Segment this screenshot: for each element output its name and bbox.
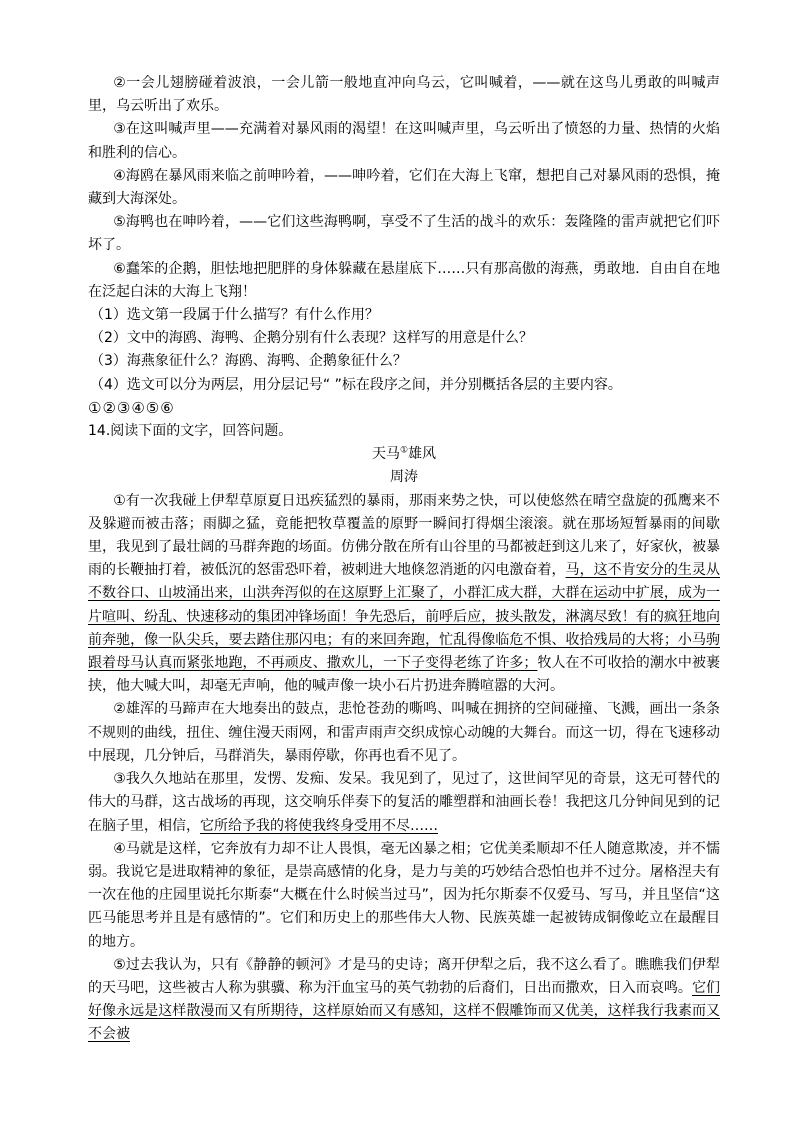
title-rest: 雄风 <box>408 446 437 463</box>
question-3: （3）海燕象征什么？海鸥、海鸭、企鹅象征什么？ <box>90 353 407 370</box>
p5-underlined: 它们好像永远是这样散漫而又有所期待，这样原始而又有感知，这样不假雕饰而又优美，这样我行我素而又不会被 <box>88 979 720 1043</box>
paragraph-6: ⑥蠢笨的企鹅，胆怯地把肥胖的身体躲藏在悬崖底下……只有那高傲的海燕，勇敢地．自由自在地在泛起白沫的大海上飞翔！ <box>88 260 720 300</box>
article-paragraph-1 <box>88 490 720 699</box>
p3-underlined: 它所给予我的将使我终身受用不尽…… <box>200 817 438 834</box>
p1-text-a: ①有一次我碰上伊犁草原夏日迅疾猛烈的暴雨，那雨来势之快，可以使悠然在晴空盘旋的孤鹰来不及躲避而被击落；雨脚之猛，竟能把牧草覆盖的原野一瞬间打得烟尘滚滚。就在那场短暂暴雨的间歇里，我见到了最壮阔的马群奔跑的场面。仿佛分散在所有山谷里的马都被赶到这儿来了，好家伙，被暴雨的长鞭抽打着，被低沉的怒雷恐吓着，被刺进大地倏忽消逝的闪电激奋着， <box>88 492 720 579</box>
question-4: （4）选文可以分为两层，用分层记号“ ”标在段序之间，并分别概括各层的主要内容。 <box>90 376 622 393</box>
paragraph-3: ③在这叫喊声里——充满着对暴风雨的渴望！在这叫喊声里，乌云听出了愤怒的力量、热情的火焰和胜利的信心。 <box>88 121 720 161</box>
paragraph-4: ④海鸥在暴风雨来临之前呻吟着，——呻吟着，它们在大海上飞窜，想把自己对暴风雨的恐惧，掩藏到大海深处。 <box>88 167 720 208</box>
article-paragraph-5 <box>88 954 720 1047</box>
article-paragraph-2: ②雄浑的马蹄声在大地奏出的鼓点，悲怆苍劲的嘶鸣、叫喊在拥挤的空间碰撞、飞溅，画出一条条不规则的曲线，扭住、缠住漫天雨网，和雷声雨声交织成惊心动魄的大舞台。而这一切，得在飞速移动中展现，几分钟后，马群消失，暴雨停歇，你再也看不见了。 <box>88 701 720 764</box>
title-main: 天马 <box>371 446 400 463</box>
p5-text-a: ⑤过去我认为，只有《静静的顿河》才是马的史诗；离开伊犁之后，我不这么看了。瞧瞧我们伊犁的天马吧，这些被古人称为骐骥、称为汗血宝马的英气勃勃的后裔们，日出而撒欢，日入而哀鸣。 <box>88 956 720 996</box>
question-1: （1）选文第一段属于什么描写？有什么作用？ <box>90 307 379 324</box>
p1-underlined: 马，这不肯安分的生灵从不数谷口、山坡涌出来，山洪奔泻似的在这原野上汇聚了，小群汇成大群，大群在运动中扩展，成为一片喧叫、纷乱、快速移动的集团冲锋场面！争先恐后，前呼后应，披头散发，淋漓尽致！有的疯狂地向前奔驰，像一队尖兵，要去踏住那闪电；有的来回奔跑，忙乱得像临危不惧、收拾残局的大将；小马驹跟着母马认真而紧张地跑，不再顽皮、撒欢儿，一下子变得老练了许多； <box>88 562 721 672</box>
paragraph-5: ⑤海鸭也在呻吟着，——它们这些海鸭啊，享受不了生活的战斗的欢乐：轰隆隆的雷声就把它们吓坏了。 <box>88 214 720 254</box>
paragraph-2: ②一会儿翅膀碰着波浪，一会儿箭一般地直冲向乌云，它叫喊着，——就在这鸟儿勇敢的叫喊声里，乌云听出了欢乐。 <box>88 75 720 115</box>
title-footnote-mark: ① <box>399 445 409 456</box>
p1-text-b: 牧人在不可收拾的潮水中被裹挟，他大喊大叫，却毫无声响，他的喊声像一块小石片扔进奔腾喧嚣的大河。 <box>88 655 721 695</box>
question-14-heading: 14.阅读下面的文字，回答问题。 <box>88 423 293 440</box>
segment-marks: ①②③④⑤⑥ <box>88 398 175 417</box>
article-author: 周涛 <box>390 469 418 486</box>
article-title <box>88 443 720 466</box>
article-paragraph-3 <box>88 768 720 838</box>
question-2: （2）文中的海鸥、海鸭、企鹅分别有什么表现？这样写的用意是什么？ <box>90 330 533 347</box>
article-paragraph-4: ④马就是这样，它奔放有力却不让人畏惧，毫无凶暴之相；它优美柔顺却不任人随意欺凌，并不懦弱。我说它是进取精神的象征，是崇高感情的化身，是力与美的巧妙结合恐怕也并不过分。屠格涅夫有一次在他的庄园里说托尔斯泰“大概在什么时候当过马”，因为托尔斯泰不仅爱马、写马，并且坚信“这匹马能思考并且是有感情的”。它们和历史上的那些伟大人物、民族英雄一起被铸成铜像屹立在最醒目的地方。 <box>88 840 720 950</box>
p3-text-a: ③我久久地站在那里，发愣、发痴、发呆。我见到了，见过了，这世间罕见的奇景，这无可替代的伟大的马群，这古战场的再现，这交响乐伴奏下的复活的雕塑群和油画长卷！我把这几分钟间见到的记在脑子里，相信， <box>88 771 720 834</box>
document-page <box>88 72 720 1047</box>
